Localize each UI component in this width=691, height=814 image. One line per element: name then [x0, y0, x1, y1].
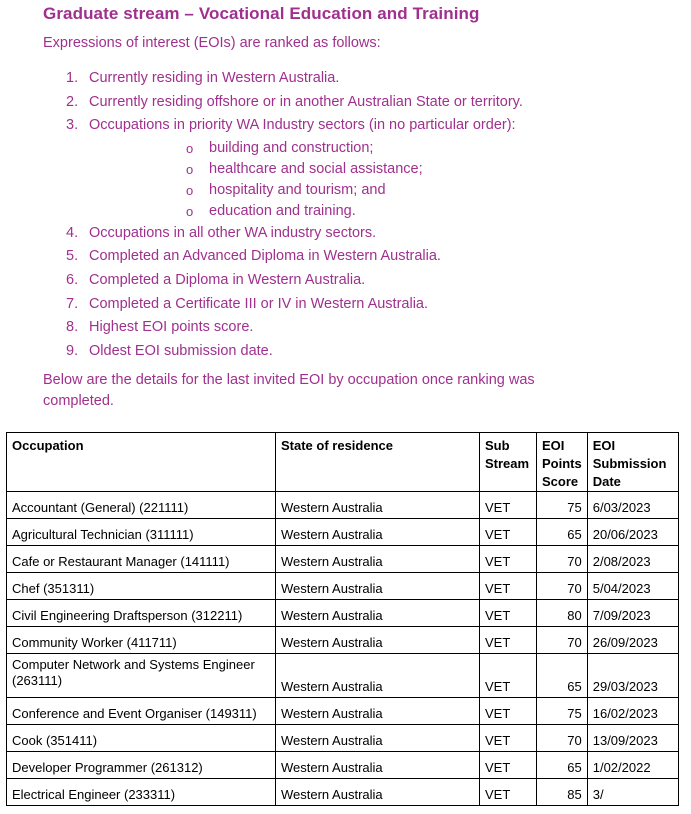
cell-date: 3/ — [587, 779, 678, 806]
ranking-item — [43, 340, 523, 364]
cell-score: 85 — [537, 779, 588, 806]
cell-stream: VET — [480, 519, 537, 546]
cell-state: Western Australia — [276, 492, 480, 519]
cell-date: 1/02/2022 — [587, 752, 678, 779]
priority-sector-item — [89, 138, 523, 159]
table-row — [7, 779, 679, 806]
cell-occupation: Electrical Engineer (233311) — [7, 779, 276, 806]
cell-state: Western Australia — [276, 546, 480, 573]
cell-stream: VET — [480, 627, 537, 654]
intro-text: Expressions of interest (EOIs) are ranked as follows: — [43, 35, 381, 51]
cell-score: 70 — [537, 573, 588, 600]
cell-state: Western Australia — [276, 779, 480, 806]
cell-stream: VET — [480, 492, 537, 519]
table-row — [7, 627, 679, 654]
cell-state: Western Australia — [276, 519, 480, 546]
ranking-item — [43, 67, 523, 91]
cell-date: 26/09/2023 — [587, 627, 678, 654]
cell-date: 16/02/2023 — [587, 698, 678, 725]
priority-sector-list — [89, 138, 523, 222]
header-eoi-score: EOI Points Score — [537, 433, 588, 492]
cell-occupation: Conference and Event Organiser (149311) — [7, 698, 276, 725]
ranking-number: 7. — [66, 295, 79, 312]
priority-sector-item — [89, 180, 523, 201]
table-row — [7, 546, 679, 573]
cell-stream: VET — [480, 725, 537, 752]
ranking-list — [43, 67, 523, 363]
cell-score: 80 — [537, 600, 588, 627]
cell-stream: VET — [480, 698, 537, 725]
ranking-number: 8. — [66, 319, 79, 336]
table-row — [7, 752, 679, 779]
table-header-row — [7, 433, 679, 492]
cell-score: 70 — [537, 546, 588, 573]
sector-text: healthcare and social assistance; — [209, 160, 423, 177]
header-occupation: Occupation — [7, 433, 276, 492]
ranking-item — [43, 316, 523, 340]
ranking-number: 2. — [66, 93, 79, 110]
sector-text: education and training. — [209, 202, 356, 219]
cell-state: Western Australia — [276, 573, 480, 600]
ranking-text: Highest EOI points score. — [89, 319, 254, 336]
ranking-item — [43, 245, 523, 269]
cell-date: 13/09/2023 — [587, 725, 678, 752]
table-row — [7, 492, 679, 519]
sector-text: building and construction; — [209, 139, 374, 156]
cell-state: Western Australia — [276, 725, 480, 752]
table-row — [7, 654, 679, 698]
ranking-text: Completed a Diploma in Western Australia. — [89, 271, 366, 288]
header-state: State of residence — [276, 433, 480, 492]
ranking-item — [43, 222, 523, 246]
cell-state: Western Australia — [276, 627, 480, 654]
cell-score: 70 — [537, 725, 588, 752]
ranking-text: Completed an Advanced Diploma in Western Australia. — [89, 248, 441, 265]
cell-stream: VET — [480, 654, 537, 698]
cell-score: 65 — [537, 752, 588, 779]
header-sub-stream: Sub Stream — [480, 433, 537, 492]
cell-occupation: Computer Network and Systems Engineer (263111) — [7, 654, 276, 698]
ranking-number: 9. — [66, 342, 79, 359]
ranking-item — [43, 269, 523, 293]
cell-occupation: Accountant (General) (221111) — [7, 492, 276, 519]
cell-stream: VET — [480, 600, 537, 627]
cell-score: 65 — [537, 519, 588, 546]
cell-score: 65 — [537, 654, 588, 698]
table-row — [7, 725, 679, 752]
ranking-item — [43, 293, 523, 317]
hollow-bullet-icon: o — [186, 161, 194, 177]
cell-date: 7/09/2023 — [587, 600, 678, 627]
sector-text: hospitality and tourism; and — [209, 181, 386, 198]
cell-occupation: Civil Engineering Draftsperson (312211) — [7, 600, 276, 627]
cell-date: 20/06/2023 — [587, 519, 678, 546]
cell-occupation: Cafe or Restaurant Manager (141111) — [7, 546, 276, 573]
cell-date: 2/08/2023 — [587, 546, 678, 573]
cell-date: 29/03/2023 — [587, 654, 678, 698]
cell-state: Western Australia — [276, 654, 480, 698]
cell-stream: VET — [480, 546, 537, 573]
cell-occupation: Developer Programmer (261312) — [7, 752, 276, 779]
cell-score: 70 — [537, 627, 588, 654]
ranking-number: 1. — [66, 70, 79, 86]
priority-sector-item — [89, 159, 523, 180]
cell-occupation: Community Worker (411711) — [7, 627, 276, 654]
cell-score: 75 — [537, 492, 588, 519]
hollow-bullet-icon: o — [186, 203, 194, 219]
closing-text: Below are the details for the last invited EOI by occupation once ranking was completed. — [43, 372, 535, 409]
ranking-text: Occupations in all other WA industry sectors. — [89, 224, 377, 241]
cell-occupation: Cook (351411) — [7, 725, 276, 752]
ranking-text: Currently residing offshore or in another Australian State or territory. — [89, 93, 523, 110]
cell-stream: VET — [480, 779, 537, 806]
table-body — [7, 492, 679, 806]
header-submission-date: EOI Submission Date — [587, 433, 678, 492]
eoi-table — [6, 432, 679, 806]
table-row — [7, 519, 679, 546]
cell-date: 5/04/2023 — [587, 573, 678, 600]
cell-occupation: Chef (351311) — [7, 573, 276, 600]
hollow-bullet-icon: o — [186, 140, 194, 156]
cell-date: 6/03/2023 — [587, 492, 678, 519]
cell-occupation: Agricultural Technician (311111) — [7, 519, 276, 546]
ranking-number: 5. — [66, 248, 79, 265]
cell-score: 75 — [537, 698, 588, 725]
ranking-text: Completed a Certificate III or IV in Western Australia. — [89, 295, 429, 312]
ranking-text: Occupations in priority WA Industry sectors (in no particular order): — [89, 117, 516, 134]
ranking-text: Oldest EOI submission date. — [89, 342, 273, 359]
ranking-number: 3. — [66, 117, 79, 134]
ranking-number: 4. — [66, 224, 79, 241]
hollow-bullet-icon: o — [186, 182, 194, 198]
ranking-text: Currently residing in Western Australia. — [89, 70, 340, 86]
cell-stream: VET — [480, 573, 537, 600]
cell-stream: VET — [480, 752, 537, 779]
ranking-item — [43, 91, 523, 115]
section-heading: Graduate stream – Vocational Education and Training — [43, 4, 480, 23]
table-row — [7, 600, 679, 627]
cell-state: Western Australia — [276, 752, 480, 779]
cell-state: Western Australia — [276, 600, 480, 627]
table-row — [7, 698, 679, 725]
cell-state: Western Australia — [276, 698, 480, 725]
table-row — [7, 573, 679, 600]
ranking-item — [43, 114, 523, 222]
ranking-number: 6. — [66, 271, 79, 288]
priority-sector-item — [89, 201, 523, 222]
